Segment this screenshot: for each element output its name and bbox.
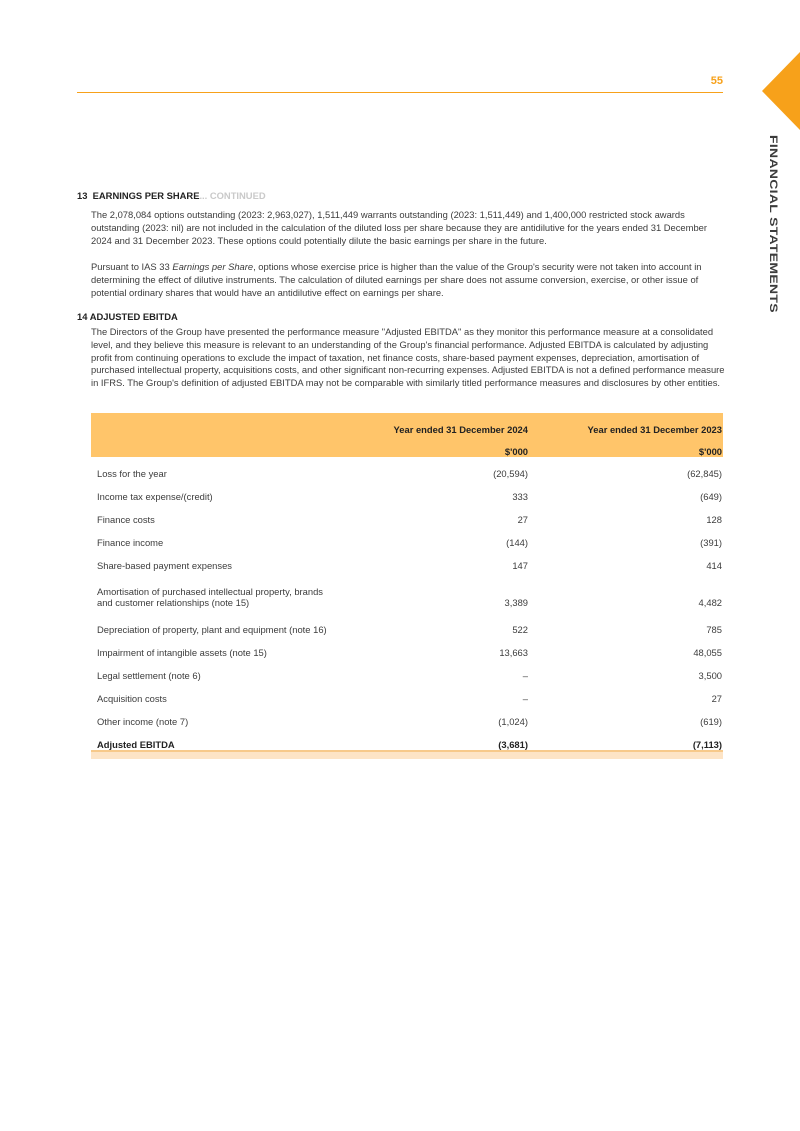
total-2024: (3,681): [341, 728, 529, 752]
note-14-title: ADJUSTED EBITDA: [89, 311, 178, 322]
total-label: Adjusted EBITDA: [91, 728, 341, 752]
table-row: [91, 572, 723, 613]
row-value-2023: 785: [529, 613, 723, 636]
row-label: Amortisation of purchased intellectual property, brands and customer relationships (note 15): [91, 572, 341, 613]
table-unit-row: [91, 435, 723, 457]
row-value-2024: 333: [341, 480, 529, 503]
unit-label-cell: [91, 435, 341, 457]
table-row: [91, 526, 723, 549]
row-label: Impairment of intangible assets (note 15): [91, 636, 341, 659]
table-row: [91, 549, 723, 572]
table-row: [91, 480, 723, 503]
header-2024: Year ended 31 December 2024: [341, 413, 529, 435]
row-value-2024: (20,594): [341, 457, 529, 480]
section-tab-label: FINANCIAL STATEMENTS: [767, 135, 781, 313]
table-body: [91, 457, 723, 728]
row-label: Finance costs: [91, 503, 341, 526]
page-number: 55: [710, 75, 723, 87]
adjusted-ebitda-table: [91, 413, 723, 759]
row-value-2023: 48,055: [529, 636, 723, 659]
row-value-2023: (619): [529, 705, 723, 728]
row-label: Finance income: [91, 526, 341, 549]
table-header-row: [91, 413, 723, 435]
row-value-2024: 3,389: [341, 572, 529, 613]
table-footer-band: [91, 751, 723, 759]
header-2023: Year ended 31 December 2023: [529, 413, 723, 435]
unit-2024: $'000: [341, 435, 529, 457]
row-label: Acquisition costs: [91, 682, 341, 705]
para2-suffix: , options whose exercise price is higher than the value of the Group's security were not taken into account in determining the effect of dilutive instruments. The calculation of diluted earnings per share does not assume conversion, exercise, or other issue of potential ordinary shares that would have an antidilutive effect on earnings per share.: [91, 261, 702, 298]
row-label: Depreciation of property, plant and equipment (note 16): [91, 613, 341, 636]
note-13-title: EARNINGS PER SHARE: [92, 190, 200, 201]
row-label: Other income (note 7): [91, 705, 341, 728]
row-value-2024: (1,024): [341, 705, 529, 728]
row-value-2023: (62,845): [529, 457, 723, 480]
row-value-2024: (144): [341, 526, 529, 549]
row-value-2023: 414: [529, 549, 723, 572]
table-row: [91, 457, 723, 480]
corner-tab-triangle: [762, 52, 800, 130]
unit-2023: $'000: [529, 435, 723, 457]
note-14-paragraph: The Directors of the Group have presented the performance measure "Adjusted EBITDA" as they monitor this performance measure at a consolidated level, and they believe this measure is relevant to an understanding of the Group's financial performance. Adjusted EBITDA is calculated by adjusting profit from continuing operations to exclude the impact of taxation, net finance costs, share-based payment expenses, depreciation, amortisation of purchased intellectual property, acquisitions costs, and other significant non-recurring expenses. Adjusted EBITDA is not a defined performance measure in IFRS. The Group's definition of adjusted EBITDA may not be comparable with similarly titled performance measures and disclosures by other entities.: [91, 326, 725, 389]
table-row: [91, 682, 723, 705]
header-label-cell: [91, 413, 341, 435]
note-14-number: 14: [77, 311, 88, 322]
note-13-heading: [77, 190, 266, 201]
row-label: Loss for the year: [91, 457, 341, 480]
row-label: Legal settlement (note 6): [91, 659, 341, 682]
note-13-paragraph-1: The 2,078,084 options outstanding (2023: 2,963,027), 1,511,449 warrants outstanding (2023: 1,511,449) and 1,400,000 restricted stock awards outstanding (2023: nil) are not included in the calculation of the diluted loss per share because they are antidilutive for the years ended 31 December 2024 and 31 December 2023. These options could potentially dilute the basic earnings per share in the future.: [91, 209, 708, 246]
row-value-2024: –: [341, 659, 529, 682]
row-value-2024: –: [341, 682, 529, 705]
row-value-2023: (649): [529, 480, 723, 503]
header-rule: [77, 92, 723, 93]
row-label: Share-based payment expenses: [91, 549, 341, 572]
row-value-2024: 27: [341, 503, 529, 526]
row-label: Income tax expense/(credit): [91, 480, 341, 503]
table-total-row: [91, 728, 723, 752]
row-value-2023: 3,500: [529, 659, 723, 682]
total-2023: (7,113): [529, 728, 723, 752]
table-row: [91, 659, 723, 682]
note-13-number: 13: [77, 190, 88, 201]
row-value-2023: 128: [529, 503, 723, 526]
row-value-2023: (391): [529, 526, 723, 549]
row-value-2024: 522: [341, 613, 529, 636]
note-14-heading: [77, 311, 178, 322]
table-row: [91, 503, 723, 526]
row-value-2023: 4,482: [529, 572, 723, 613]
table-row: [91, 636, 723, 659]
table-row: [91, 613, 723, 636]
table-row: [91, 705, 723, 728]
row-value-2023: 27: [529, 682, 723, 705]
para2-italic: Earnings per Share: [172, 261, 254, 272]
note-13-paragraph-2: [91, 261, 725, 299]
row-value-2024: 13,663: [341, 636, 529, 659]
para2-prefix: Pursuant to IAS 33: [91, 261, 173, 272]
row-value-2024: 147: [341, 549, 529, 572]
note-13-continued: ... CONTINUED: [199, 190, 266, 201]
